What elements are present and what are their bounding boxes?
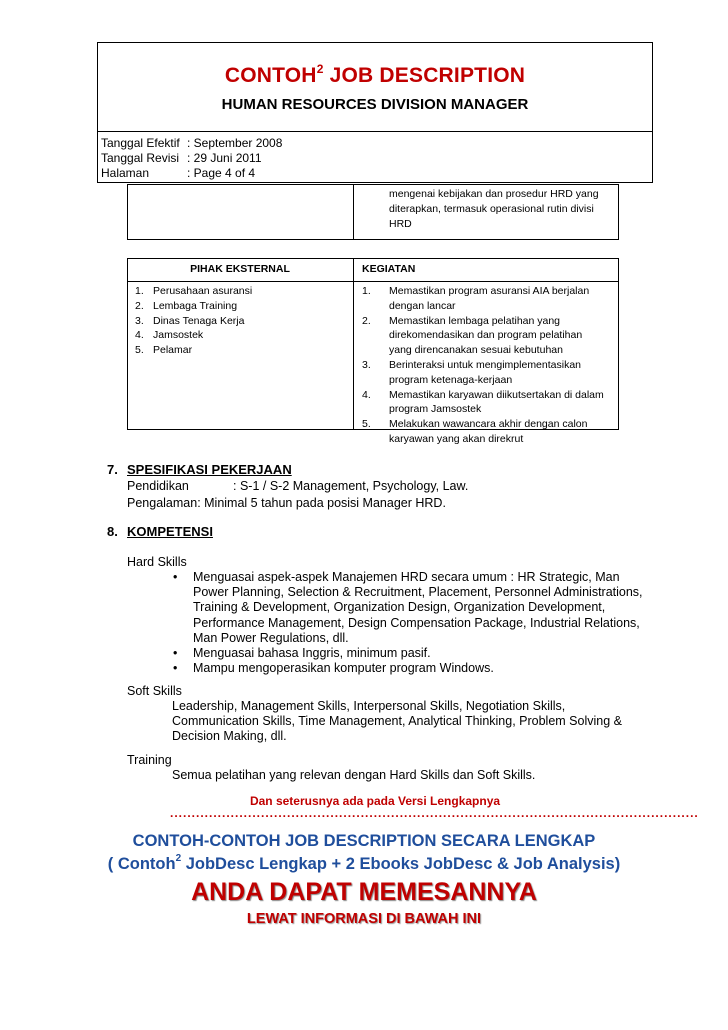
- experience-line: Pengalaman: Minimal 5 tahun pada posisi Manager HRD.: [127, 496, 446, 510]
- order-callout: ANDA DAPAT MEMESANNYA: [191, 878, 537, 906]
- list-item: karyawan yang akan direkrut: [389, 432, 524, 445]
- list-item: 5. Melakukan wawancara akhir dengan calon: [362, 418, 588, 431]
- section-7-heading: 7. SPESIFIKASI PEKERJAAN: [107, 462, 292, 477]
- list-item: program Jamsostek: [389, 403, 482, 416]
- section-8-heading: 8. KOMPETENSI: [107, 524, 213, 539]
- hard-skills-list: [173, 570, 643, 676]
- list-item: 2. Lembaga Training: [135, 299, 238, 312]
- header-divider: [97, 131, 653, 132]
- promo-subheading: ( Contoh$^2$ JobDesc Lengkap + 2 Ebooks JobDesc & Job Analysis): [107, 853, 621, 873]
- list-item: 4. Memastikan karyawan diikutsertakan di dalam: [362, 388, 604, 401]
- continuation-line: diterapkan, termasuk operasional rutin divisi: [389, 202, 594, 215]
- meta-row-effective-date: Tanggal Efektif : September 2008: [101, 136, 283, 150]
- list-item: direkomendasikan dan program pelatihan: [389, 329, 583, 342]
- continuation-line: HRD: [389, 217, 412, 230]
- column-header-kegiatan: KEGIATAN: [362, 263, 416, 275]
- column-header-pihak-eksternal: PIHAK EKSTERNAL: [190, 263, 290, 275]
- list-item: 4. Jamsostek: [135, 329, 204, 342]
- education-line: Pendidikan : S-1 / S-2 Management, Psychology, Law.: [127, 479, 469, 493]
- activities-list: [362, 284, 604, 447]
- meta-row-revision-date: Tanggal Revisi : 29 Juni 2011: [101, 151, 262, 165]
- hard-skills-label: Hard Skills: [127, 555, 187, 569]
- continuation-line: mengenai kebijakan dan prosedur HRD yang: [389, 188, 599, 200]
- external-parties-list: [135, 284, 252, 358]
- list-item: 1. Perusahaan asuransi: [135, 285, 253, 297]
- promo-heading: CONTOH-CONTOH JOB DESCRIPTION SECARA LENGKAP: [132, 832, 596, 850]
- document-subtitle: HUMAN RESOURCES DIVISION MANAGER: [221, 96, 529, 113]
- list-item: • Menguasai aspek-aspek Manajemen HRD secara umum : HR Strategic, Man Power Planning, Selection & Recruitment, Placement, Personnel Administrations, Training & Development, Organization Design, Organization Development, Performance Management, Design Compensation Package, Industrial Relations, Man Power Regulations, dll.: [173, 570, 643, 645]
- list-item: 3. Dinas Tenaga Kerja: [135, 314, 245, 327]
- list-item: program ketenaga-kerjaan: [389, 373, 513, 386]
- dotted-separator: ..........................................................................................................................: [170, 806, 699, 820]
- list-item: • Mampu mengoperasikan komputer program Windows.: [173, 661, 494, 676]
- external-table-header-divider: [127, 281, 619, 282]
- list-item: 5. Pelamar: [135, 344, 193, 357]
- training-text: Semua pelatihan yang relevan dengan Hard Skills dan Soft Skills.: [172, 768, 536, 782]
- training-label: Training: [127, 753, 172, 767]
- list-item: 3. Berinteraksi untuk mengimplementasikan: [362, 358, 582, 371]
- full-version-note: Dan seterusnya ada pada Versi Lengkapnya: [249, 794, 501, 808]
- document-title: CONTOH$^2$ JOB DESCRIPTION: [224, 62, 526, 87]
- soft-skills-text: Leadership, Management Skills, Interpersonal Skills, Negotiation Skills, Communication Skills, Time Management, Analytical Thinking, Problem Solving & Decision Making, dll.: [172, 699, 622, 744]
- meta-row-page: Halaman : Page 4 of 4: [101, 166, 256, 180]
- list-item: yang direncanakan sesuai kebutuhan: [389, 344, 563, 357]
- list-item: 1. Memastikan program asuransi AIA berjalan: [362, 285, 590, 297]
- continuation-table-divider: [353, 184, 354, 240]
- continuation-table-cell: [389, 187, 599, 231]
- list-item: dengan lancar: [389, 299, 456, 312]
- list-item: • Menguasai bahasa Inggris, minimum pasif.: [173, 646, 431, 661]
- external-table-divider: [353, 258, 354, 430]
- soft-skills-label: Soft Skills: [127, 684, 182, 698]
- info-callout: LEWAT INFORMASI DI BAWAH INI: [246, 911, 482, 927]
- list-item: 2. Memastikan lembaga pelatihan yang: [362, 314, 561, 327]
